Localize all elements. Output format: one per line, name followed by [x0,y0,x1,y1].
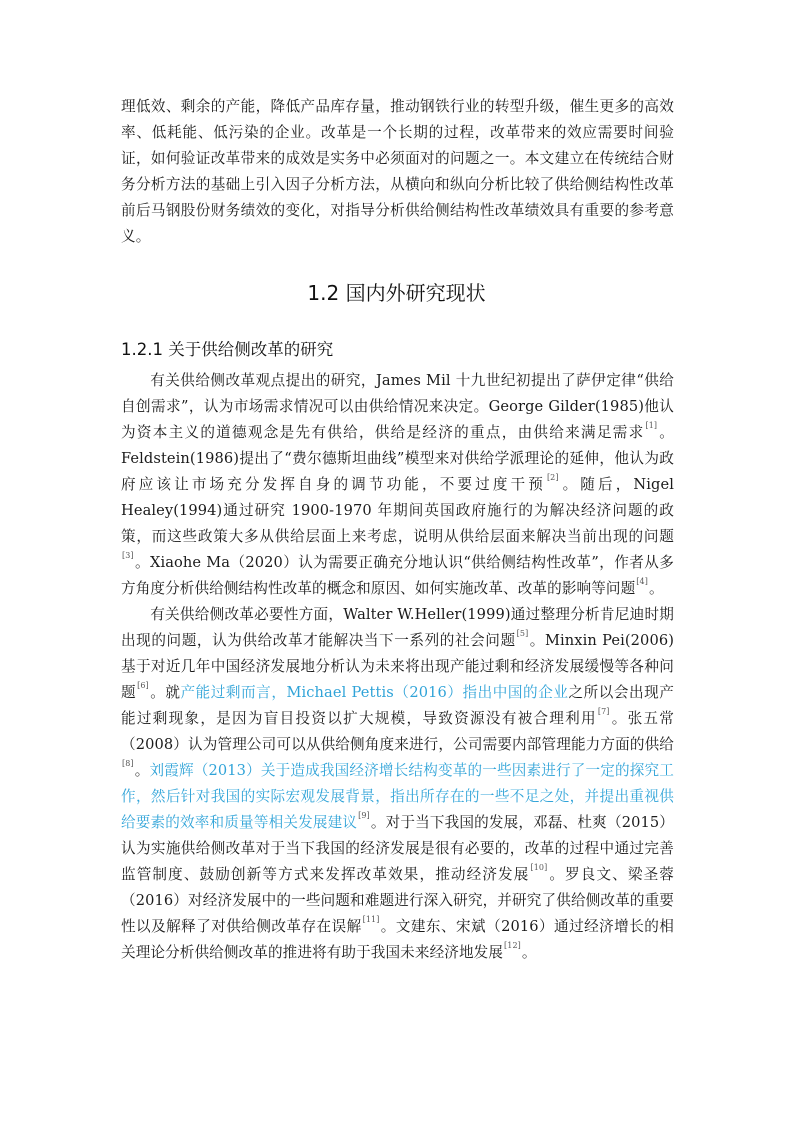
p2-text-a: 有关供给侧改革必要性方面，Walter W.Heller(1999)通过整理分析肯尼迪时期出现的问题，认为供给改革才能解决当下一系列的社会问题 [121,606,674,649]
citation-5[interactable]: [5] [516,629,529,638]
highlighted-link-2[interactable]: 刘霞辉（2013）关于造成我国经济增长结构变革的一些因素进行了一定的探究工作，然后针对我国的实际宏观发展背景，指出所存在的一些不足之处，并提出重视供给要素的效率和质量等相关发展建议 [121,762,674,831]
citation-6[interactable]: [6] [137,681,149,690]
p2-text-g: 。对于当下我国的发展，邓磊、杜爽（2015）认为实施供给侧改革对于当下我国的经济发展是很有必要的，改革的过程中通过完善监管制度、鼓励创新等方式来发挥改革效果，推动经济发展 [121,814,674,883]
citation-8[interactable]: [8] [122,759,134,768]
p2-text-b: 。Minxin Pei(2006)基于对近几年中国经济发展地分析认为未来将出现产能过剩和经济发展缓慢等各种问题 [121,632,675,701]
highlighted-link-1[interactable]: 产能过剩而言，Michael Pettis（2016）指出中国的企业 [180,684,569,701]
citation-3[interactable]: [3] [122,551,134,560]
citation-12[interactable]: [12] [504,941,521,950]
p2-text-e: 。张五常（2008）认为管理公司可以从供给侧角度来进行，公司需要内部管理能力方面的供给 [121,710,674,753]
citation-7[interactable]: [7] [597,707,610,716]
p2-text-c: 。就 [149,684,181,701]
p2-text-i: 。文建东、宋斌（2016）通过经济增长的相关理论分析供给侧改革的推进将有助于我国未来经济地发展 [121,918,674,961]
citation-2[interactable]: [2] [546,473,559,482]
body-text [121,368,674,966]
p2-text-d: 之所以会出现产能过剩现象，是因为盲目投资以扩大规模，导致资源没有被合理利用 [121,684,674,727]
paragraph-2 [121,602,674,966]
intro-text: 理低效、剩余的产能，降低产品库存量，推动钢铁行业的转型升级，催生更多的高效率、低耗能、低污染的企业。改革是一个长期的过程，改革带来的效应需要时间验证，如何验证改革带来的成效是实务中必须面对的问题之一。本文建立在传统结合财务分析方法的基础上引入因子分析方法，从横向和纵向分析比较了供给侧结构性改革前后马钢股份财务绩效的变化，对指导分析供给侧结构性改革绩效具有重要的参考意义。 [121,98,674,245]
p2-text-h: 。罗良文、梁圣蓉（2016）对经济发展中的一些问题和难题进行深入研究，并研究了供给侧改革的重要性以及解释了对供给侧改革存在误解 [121,866,674,935]
citation-11[interactable]: [11] [362,915,380,924]
citation-10[interactable]: [10] [530,863,548,872]
p2-text-f: 。 [134,762,150,779]
paragraph-1 [121,368,674,602]
section-title: 1.2 国内外研究现状 [307,281,486,305]
citation-4[interactable]: [4] [636,577,648,586]
p1-text-c: 。随后，Nigel Healey(1994)通过研究 1900-1970 年期间英国政府施行的为解决经济问题的政策，而这些政策大多从供给层面上来考虑，说明从供给层面来解决当前出现的问题 [121,476,674,545]
citation-1[interactable]: [1] [645,421,658,430]
subsection-title: 1.2.1 关于供给侧改革的研究 [121,340,334,359]
p1-text-e: 。 [648,580,664,597]
p1-text-b: 。Feldstein(1986)提出了“费尔德斯坦曲线”模型来对供给学派理论的延伸，他认为政府应该让市场充分发挥自身的调节功能，不要过度干预 [121,424,674,493]
p2-text-j: 。 [521,944,537,961]
citation-9[interactable]: [9] [358,811,370,820]
intro-paragraph [121,94,674,250]
p1-text-d: 。Xiaohe Ma（2020）认为需要正确充分地认识“供给侧结构性改革”，作者从多方角度分析供给侧结构性改革的概念和原因、如何实施改革、改革的影响等问题 [121,554,674,597]
p1-text-a: 有关供给侧改革观点提出的研究，James Mil 十九世纪初提出了萨伊定律“供给自创需求”，认为市场需求情况可以由供给情况来决定。George Gilder(1985)他认为资本主义的道德观念是先有供给，供给是经济的重点，由供给来满足需求 [121,372,674,441]
